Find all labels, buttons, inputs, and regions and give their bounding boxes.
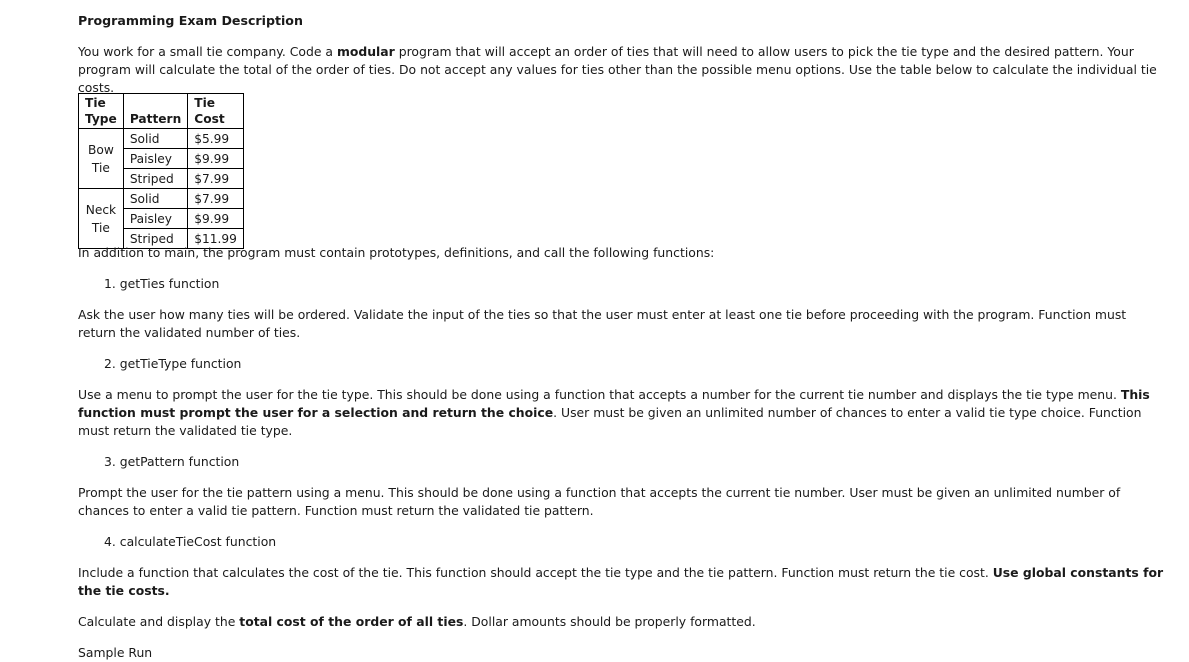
cost-cell: $9.99 (188, 209, 244, 229)
function-1-heading: 1. getTies function (104, 276, 220, 291)
function-4-description: Include a function that calculates the cost of the tie. This function should accept the tie type and the tie pattern. Function must return the tie cost. Use global constants for the tie costs. (78, 565, 1164, 598)
sample-run-heading: Sample Run (78, 645, 153, 660)
table-header-row (79, 94, 244, 129)
table-row (79, 189, 244, 209)
pattern-cell: Solid (123, 129, 187, 149)
cost-cell: $9.99 (188, 149, 244, 169)
pattern-cell: Striped (123, 229, 187, 249)
header-tie-cost: Tie Cost (188, 94, 244, 129)
header-tie-type: Tie Type (79, 94, 124, 129)
intro-text-2: program that will accept an order of ties that will need to allow users to pick the tie type and the desired pattern. Your program will calculate the total of the order of ties. Do not accept any values for ties other than the possible menu options. Use the table below to calculate the individual tie costs. (78, 44, 1157, 95)
intro-paragraph (78, 43, 1165, 97)
cost-cell: $7.99 (188, 169, 244, 189)
after-table-text: In addition to main, the program must contain prototypes, definitions, and call the following functions: (78, 245, 715, 260)
table-row (79, 129, 244, 149)
cost-cell: $7.99 (188, 189, 244, 209)
pattern-cell: Paisley (123, 209, 187, 229)
document-title: Programming Exam Description (78, 13, 303, 28)
cost-cell: $5.99 (188, 129, 244, 149)
pattern-cell: Solid (123, 189, 187, 209)
cost-cell: $11.99 (188, 229, 244, 249)
function-3-description: Prompt the user for the tie pattern using a menu. This should be done using a function that accepts the current tie number. User must be given an unlimited number of chances to enter a valid tie pattern. Function must return the validated tie pattern. (78, 485, 1121, 518)
intro-text-1: You work for a small tie company. Code a (78, 44, 337, 59)
intro-bold-modular: modular (336, 44, 395, 59)
pattern-cell: Striped (123, 169, 187, 189)
pattern-cell: Paisley (123, 149, 187, 169)
tie-cost-table (78, 93, 244, 249)
function-2-heading: 2. getTieType function (104, 356, 242, 371)
tie-type-bow: Bow Tie (79, 129, 124, 189)
function-1-description: Ask the user how many ties will be ordered. Validate the input of the ties so that the user must enter at least one tie before proceeding with the program. Function must return the validated number of ties. (78, 307, 1127, 340)
function-2-description: Use a menu to prompt the user for the tie type. This should be done using a function that accepts a number for the current tie number and displays the tie type menu. This function must prompt the user for a selection and return the choice. User must be given an unlimited number of chances to enter a valid tie type choice. Function must return the validated tie type. (78, 387, 1150, 438)
function-3-heading: 3. getPattern function (104, 454, 240, 469)
function-4-heading: 4. calculateTieCost function (104, 534, 277, 549)
total-cost-paragraph: Calculate and display the total cost of the order of all ties. Dollar amounts should be properly formatted. (78, 614, 756, 629)
tie-type-neck: Neck Tie (79, 189, 124, 249)
header-pattern: Pattern (123, 94, 187, 129)
